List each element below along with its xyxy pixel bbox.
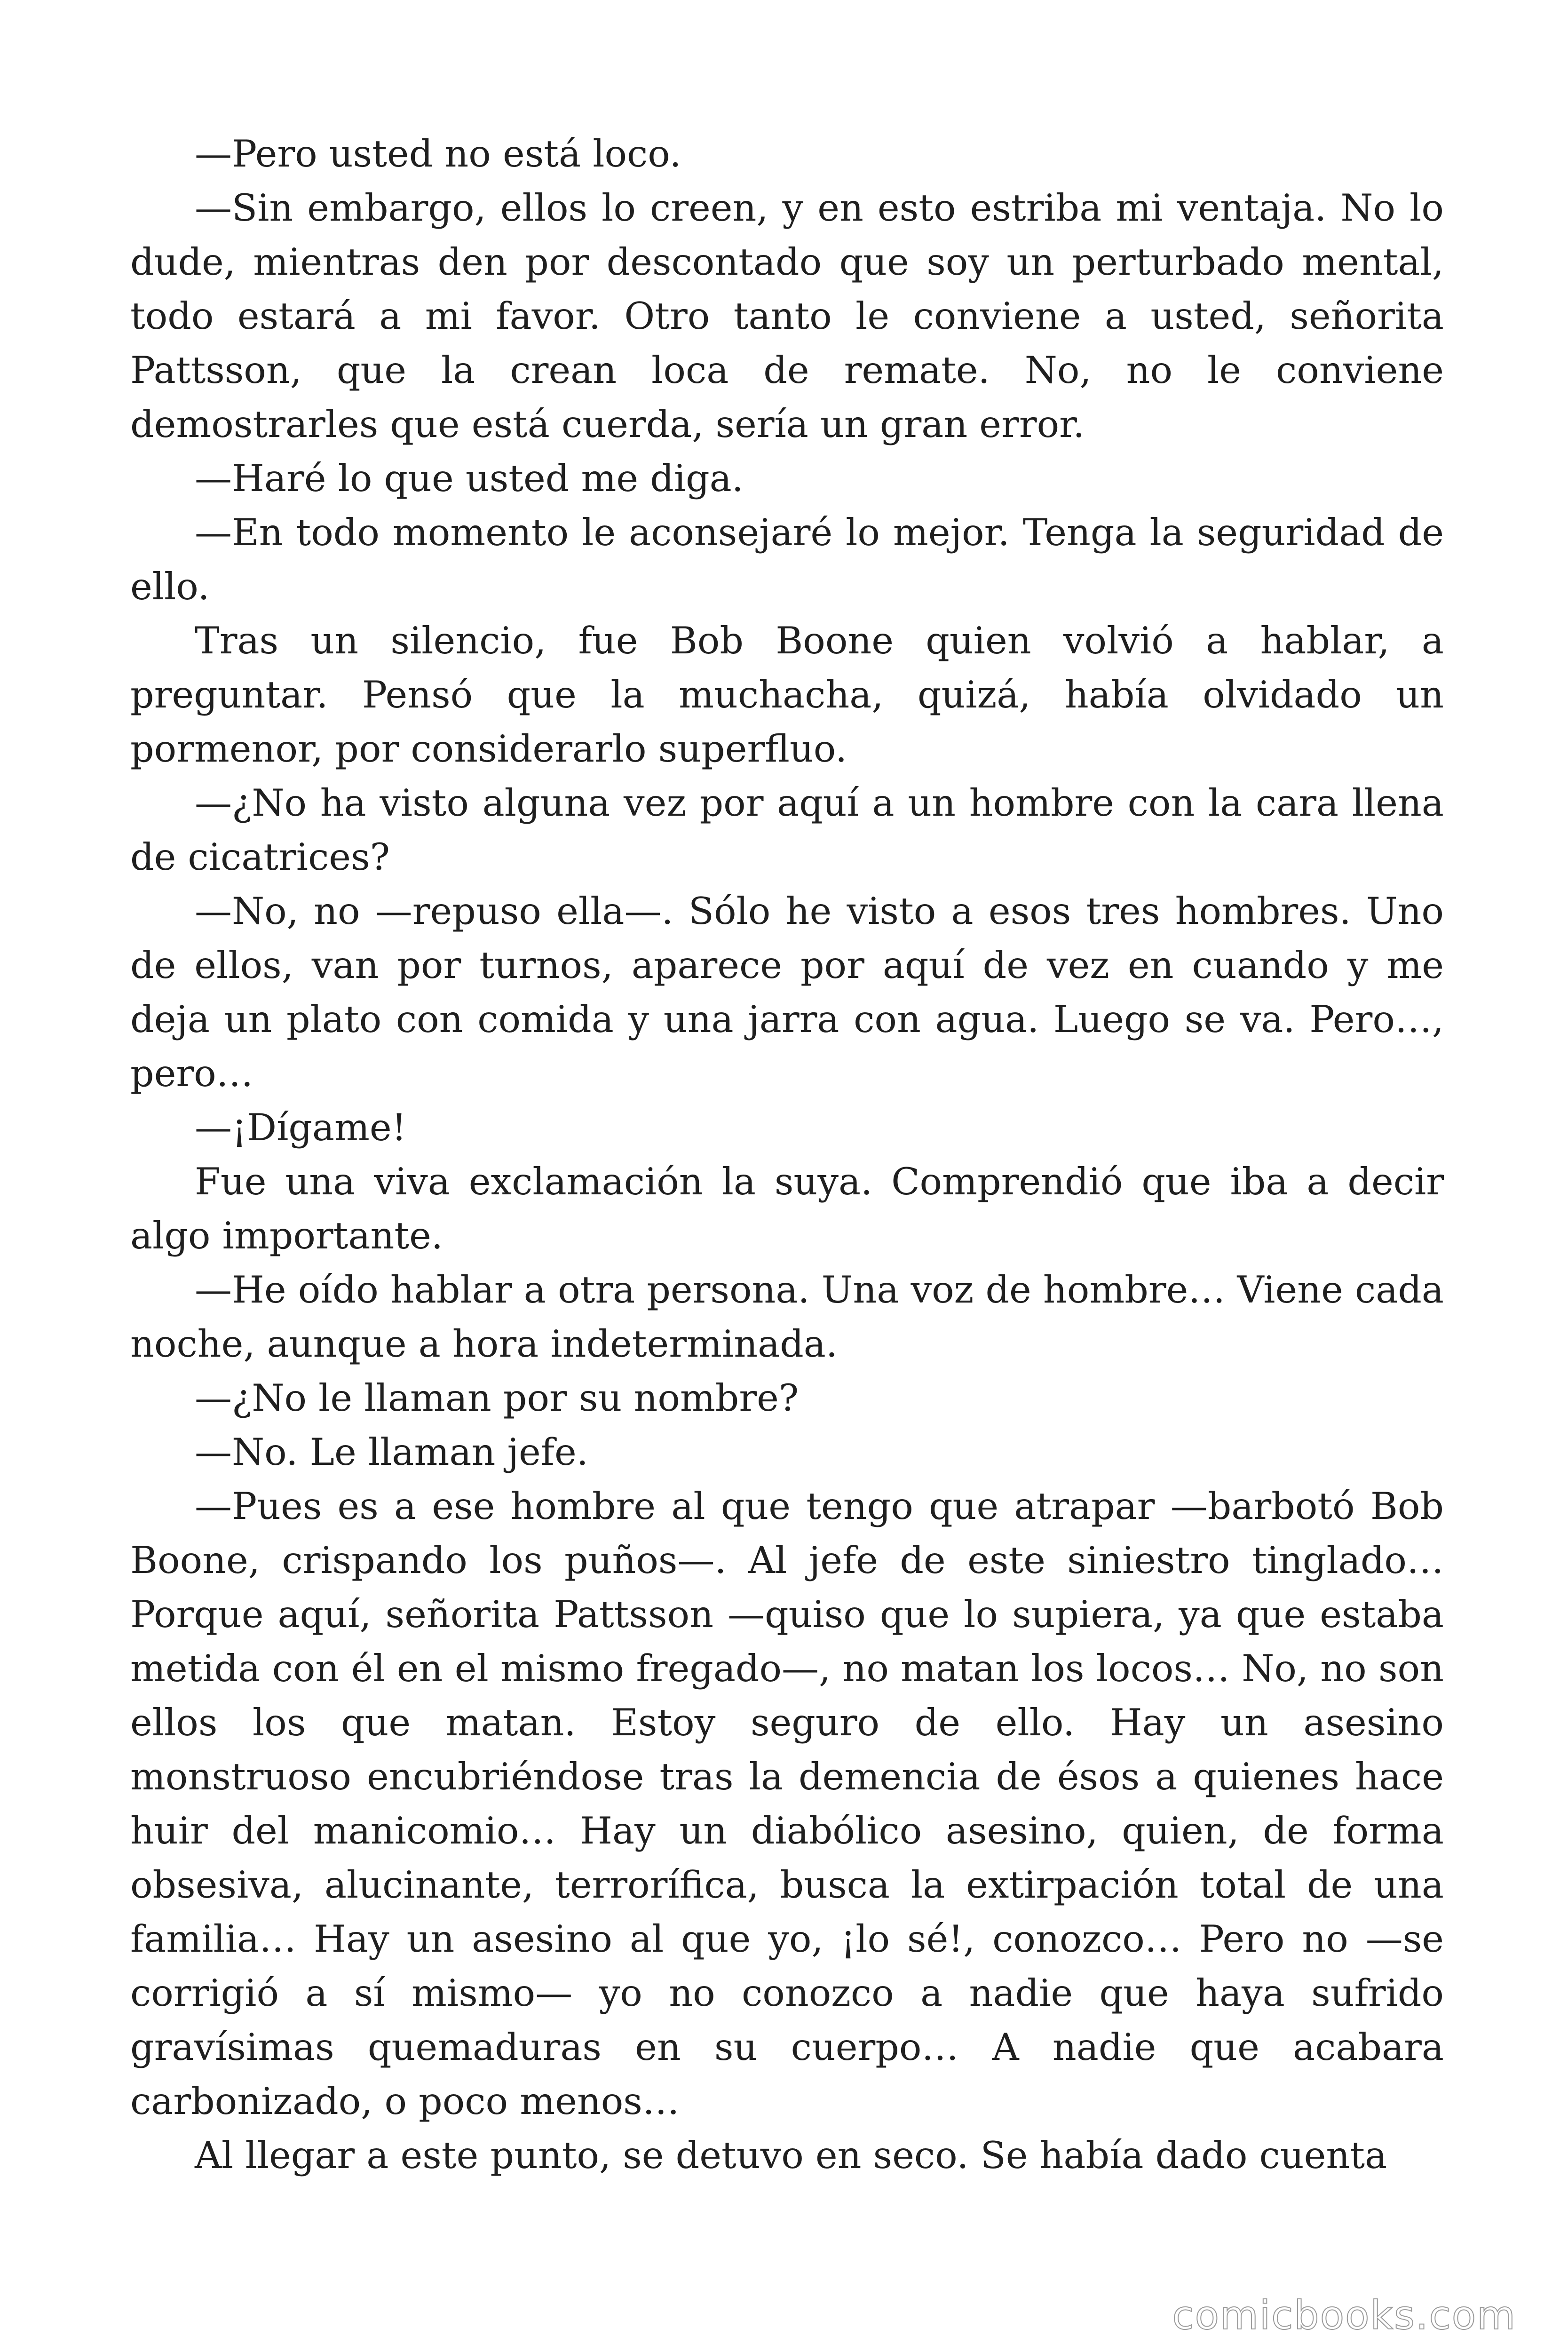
paragraph: —Pero usted no está loco. xyxy=(195,132,681,175)
paragraph: —He oído hablar a otra persona. Una voz de hombre… Viene cada noche, aunque a hora indeterminada. xyxy=(130,1268,1444,1366)
page-body xyxy=(130,127,1444,2183)
paragraph: —En todo momento le aconsejaré lo mejor. Tenga la seguridad de ello. xyxy=(130,511,1444,608)
paragraph: —Sin embargo, ellos lo creen, y en esto estriba mi ventaja. No lo dude, mientras den por descontado que soy un perturbado mental, todo estará a mi favor. Otro tanto le conviene a usted, señorita Pattsson, que la crean loca de remate. No, no le conviene demostrarles que está cuerda, sería un gran error. xyxy=(130,186,1444,446)
paragraph: —Haré lo que usted me diga. xyxy=(195,457,744,500)
paragraph: —¿No le llaman por su nombre? xyxy=(195,1376,799,1420)
paragraph: —¡Dígame! xyxy=(195,1106,407,1149)
paragraph: Al llegar a este punto, se detuvo en seco. Se había dado cuenta xyxy=(195,2134,1387,2177)
site-watermark: comicbooks.com xyxy=(1172,2292,1516,2338)
paragraph: Fue una viva exclamación la suya. Comprendió que iba a decir algo importante. xyxy=(130,1160,1444,1257)
paragraph: —No. Le llaman jefe. xyxy=(195,1430,588,1474)
paragraph: —No, no —repuso ella—. Sólo he visto a esos tres hombres. Uno de ellos, van por turnos, aparece por aquí de vez en cuando y me deja un plato con comida y una jarra con agua. Luego se va. Pero…, pero… xyxy=(130,890,1444,1095)
paragraph: Tras un silencio, fue Bob Boone quien volvió a hablar, a preguntar. Pensó que la muchacha, quizá, había olvidado un pormenor, por considerarlo superfluo. xyxy=(130,619,1444,771)
paragraph: —¿No ha visto alguna vez por aquí a un hombre con la cara llena de cicatrices? xyxy=(130,781,1444,879)
paragraph: —Pues es a ese hombre al que tengo que atrapar —barbotó Bob Boone, crispando los puños—. Al jefe de este siniestro tinglado… Porque aquí, señorita Pattsson —quiso que lo supiera, ya que estaba metida con él en el mismo fregado—, no matan los locos… No, no son ellos los que matan. Estoy seguro de ello. Hay un asesino monstruoso encubriéndose tras la demencia de ésos a quienes hace huir del manicomio… Hay un diabólico asesino, quien, de forma obsesiva, alucinante, terrorífica, busca la extirpación total de una familia… Hay un asesino al que yo, ¡lo sé!, conozco… Pero no —se corrigió a sí mismo— yo no conozco a nadie que haya sufrido gravísimas quemaduras en su cuerpo… A nadie que acabara carbonizado, o poco menos… xyxy=(130,1485,1444,2123)
